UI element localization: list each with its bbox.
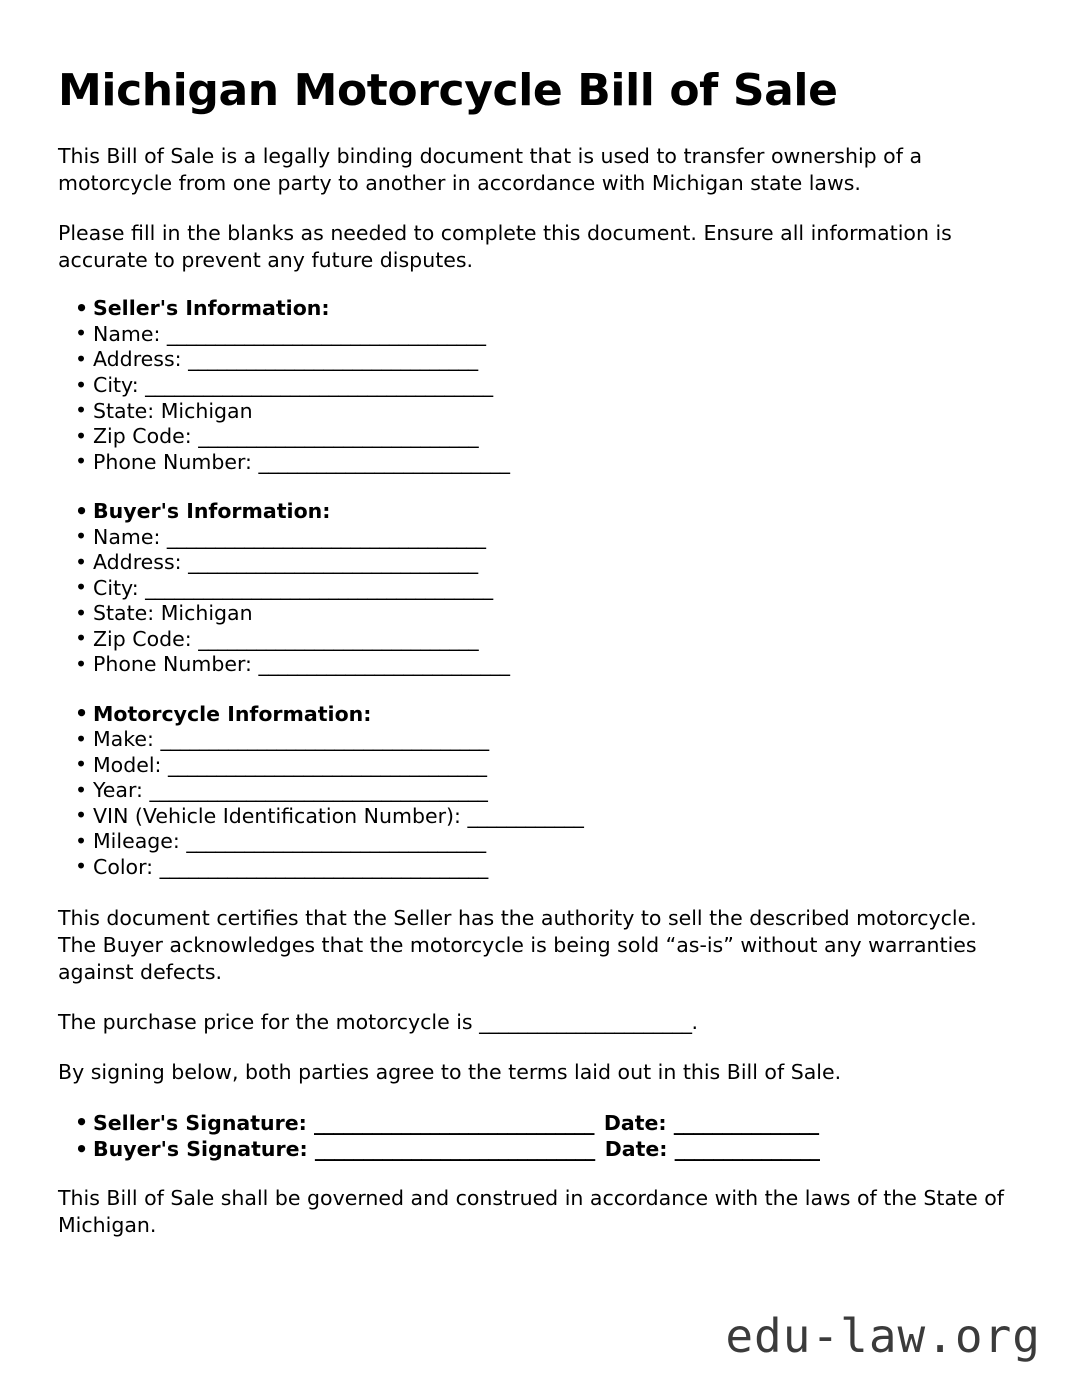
motorcycle-color-blank[interactable]: __________________________________ (159, 854, 488, 879)
motorcycle-information-group (58, 702, 1017, 881)
buyer-city-row (58, 576, 1017, 602)
buyer-name-row (58, 525, 1017, 551)
seller-phone-blank[interactable]: __________________________ (258, 449, 510, 474)
motorcycle-color-row (58, 855, 1017, 881)
motorcycle-vin-row (58, 804, 1017, 830)
motorcycle-make-row (58, 727, 1017, 753)
buyer-name-blank[interactable]: _________________________________ (166, 524, 486, 549)
buyer-signature-blank[interactable]: _____________________________ (314, 1137, 595, 1162)
motorcycle-make-blank[interactable]: __________________________________ (160, 727, 489, 752)
purchase-price-paragraph (58, 1009, 1013, 1036)
buyer-signature-row (58, 1136, 1017, 1163)
seller-city-label: City: (93, 373, 139, 397)
motorcycle-color-label: Color: (93, 854, 154, 879)
motorcycle-vin-blank[interactable]: ____________ (467, 803, 584, 828)
seller-phone-label: Phone Number: (93, 449, 252, 474)
buyer-zip-label: Zip Code: (93, 626, 192, 651)
seller-state-row (58, 399, 1017, 425)
motorcycle-mileage-label: Mileage: (93, 829, 180, 854)
buyer-address-blank[interactable]: ______________________________ (188, 550, 478, 575)
motorcycle-year-blank[interactable]: ___________________________________ (149, 778, 488, 803)
buyer-information-list (58, 499, 1017, 678)
seller-state-label: State: (93, 398, 155, 423)
seller-signature-label: Seller's Signature: (93, 1110, 307, 1135)
buyer-information-group (58, 499, 1017, 678)
motorcycle-vin-label: VIN (Vehicle Identification Number): (93, 803, 461, 828)
motorcycle-mileage-row (58, 829, 1017, 855)
motorcycle-year-label: Year: (93, 778, 143, 803)
page-title: Michigan Motorcycle Bill of Sale (58, 65, 838, 116)
intro-paragraph-1: This Bill of Sale is a legally binding document that is used to transfer ownership of a motorcycle from one party to another in accordance with Michigan state laws. (58, 144, 923, 196)
seller-signature-row (58, 1110, 1017, 1137)
motorcycle-year-row (58, 778, 1017, 804)
seller-city-blank[interactable]: ____________________________________ (145, 373, 493, 397)
seller-name-label: Name: (93, 321, 161, 346)
motorcycle-information-heading: • Motorcycle Information: (58, 702, 1017, 728)
form-sections (58, 296, 1017, 880)
seller-date-blank[interactable]: _______________ (673, 1110, 819, 1135)
seller-signature-blank[interactable]: _____________________________ (314, 1110, 594, 1135)
motorcycle-make-label: Make: (93, 727, 154, 752)
buyer-date-label: Date: (604, 1137, 668, 1162)
buyer-zip-row (58, 627, 1017, 653)
buyer-state-label: State: (93, 601, 155, 626)
buyer-state-value: Michigan (160, 601, 253, 626)
seller-state-value: Michigan (160, 398, 253, 423)
motorcycle-model-label: Model: (93, 752, 162, 777)
seller-city-row (58, 373, 1017, 399)
intro-paragraph-2: Please fill in the blanks as needed to complete this document. Ensure all information is accurate to prevent any future disputes. (58, 221, 952, 273)
seller-zip-row (58, 424, 1017, 450)
buyer-city-blank[interactable]: ____________________________________ (145, 575, 493, 600)
buyer-state-row (58, 601, 1017, 627)
signing-paragraph: By signing below, both parties agree to the terms laid out in this Bill of Sale. (58, 1060, 842, 1085)
buyer-address-row (58, 550, 1017, 576)
seller-phone-row (58, 450, 1017, 476)
motorcycle-model-row (58, 753, 1017, 779)
seller-address-row (58, 347, 1017, 373)
certification-paragraph: This document certifies that the Seller has the authority to sell the described motorcycle. The Buyer acknowledges that the motorcycle is being sold “as-is” without any warranties against defects. (58, 906, 977, 985)
site-watermark: edu-law.org (725, 1309, 1041, 1363)
governing-law-paragraph: This Bill of Sale shall be governed and construed in accordance with the laws of the State of Michigan. (58, 1185, 1004, 1237)
signature-list (58, 1110, 1017, 1163)
motorcycle-model-blank[interactable]: _________________________________ (168, 752, 487, 777)
buyer-phone-label: Phone Number: (93, 652, 252, 677)
buyer-city-label: City: (93, 575, 139, 600)
motorcycle-information-list (58, 702, 1017, 881)
seller-zip-label: Zip Code: (93, 424, 192, 449)
motorcycle-mileage-blank[interactable]: _______________________________ (186, 829, 486, 854)
buyer-phone-row (58, 652, 1017, 678)
buyer-date-blank[interactable]: _______________ (674, 1137, 820, 1162)
buyer-name-label: Name: (93, 524, 161, 549)
seller-information-group (58, 296, 1017, 475)
buyer-address-label: Address: (93, 550, 182, 575)
seller-name-row (58, 322, 1017, 348)
buyer-zip-blank[interactable]: _____________________________ (198, 626, 479, 651)
buyer-signature-label: Buyer's Signature: (93, 1137, 308, 1162)
buyer-phone-blank[interactable]: __________________________ (258, 652, 510, 677)
buyer-information-heading: • Buyer's Information: (58, 499, 1017, 525)
purchase-price-period: . (691, 1010, 698, 1035)
seller-date-label: Date: (603, 1110, 667, 1135)
seller-information-heading: • Seller's Information: (58, 296, 1017, 322)
seller-address-blank[interactable]: ______________________________ (188, 347, 478, 372)
purchase-price-blank[interactable]: ______________________ (479, 1010, 692, 1035)
purchase-price-label: The purchase price for the motorcycle is (58, 1010, 473, 1035)
seller-information-list (58, 296, 1017, 475)
seller-name-blank[interactable]: _________________________________ (166, 321, 486, 346)
seller-zip-blank[interactable]: _____________________________ (198, 424, 479, 449)
seller-address-label: Address: (93, 347, 182, 372)
